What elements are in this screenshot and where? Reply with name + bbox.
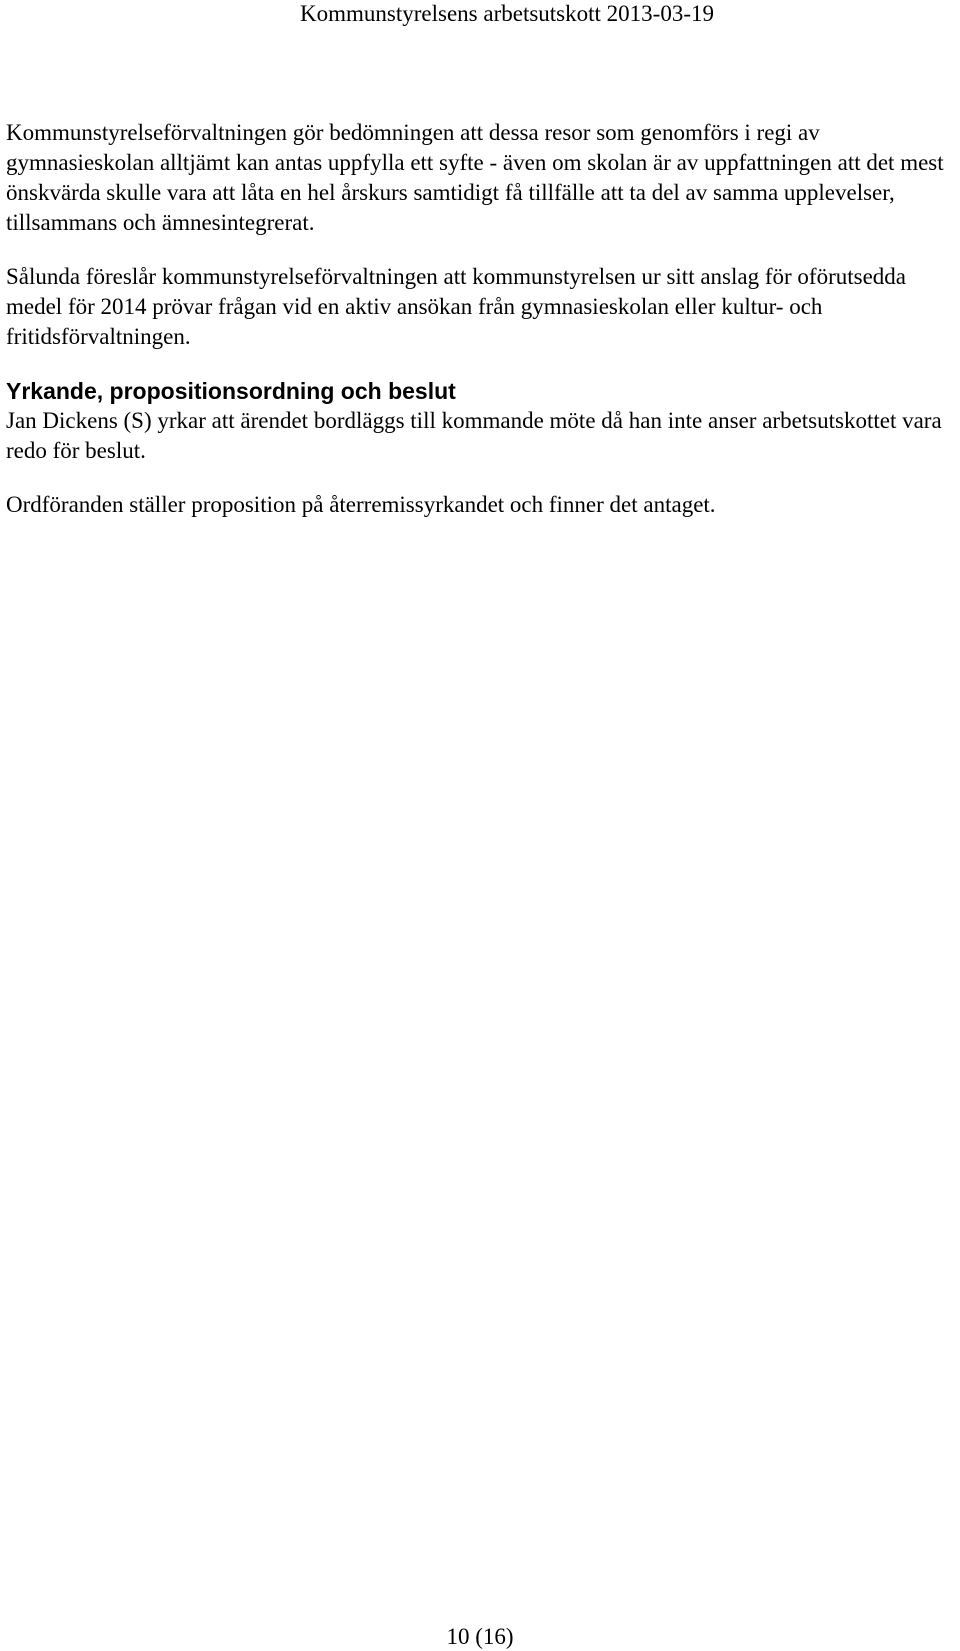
- page-header: Kommunstyrelsens arbetsutskott 2013-03-19: [300, 1, 714, 26]
- paragraph-decision: Ordföranden ställer proposition på återremissyrkandet och finner det antaget.: [6, 492, 716, 517]
- paragraph-motion: Jan Dickens (S) yrkar att ärendet bordläggs till kommande möte då han inte anser arbetsutskottet vara redo för beslut.: [6, 408, 942, 463]
- page-number: 10 (16): [446, 1624, 514, 1649]
- document-body: [6, 118, 956, 520]
- section-heading: Yrkande, propositionsordning och beslut: [6, 378, 456, 404]
- paragraph-proposal: Sålunda föreslår kommunstyrelseförvaltningen att kommunstyrelsen ur sitt anslag för oförutsedda medel för 2014 prövar frågan vid en aktiv ansökan från gymnasieskolan eller kultur- och fritidsförvaltningen.: [6, 264, 906, 349]
- paragraph-assessment: Kommunstyrelseförvaltningen gör bedömningen att dessa resor som genomförs i regi av gymnasieskolan alltjämt kan antas uppfylla ett syfte - även om skolan är av uppfattningen att det mest önskvärda skulle vara att låta en hel årskurs samtidigt få tillfälle att ta del av samma upplevelser, tillsammans och ämnesintegrerat.: [6, 120, 944, 235]
